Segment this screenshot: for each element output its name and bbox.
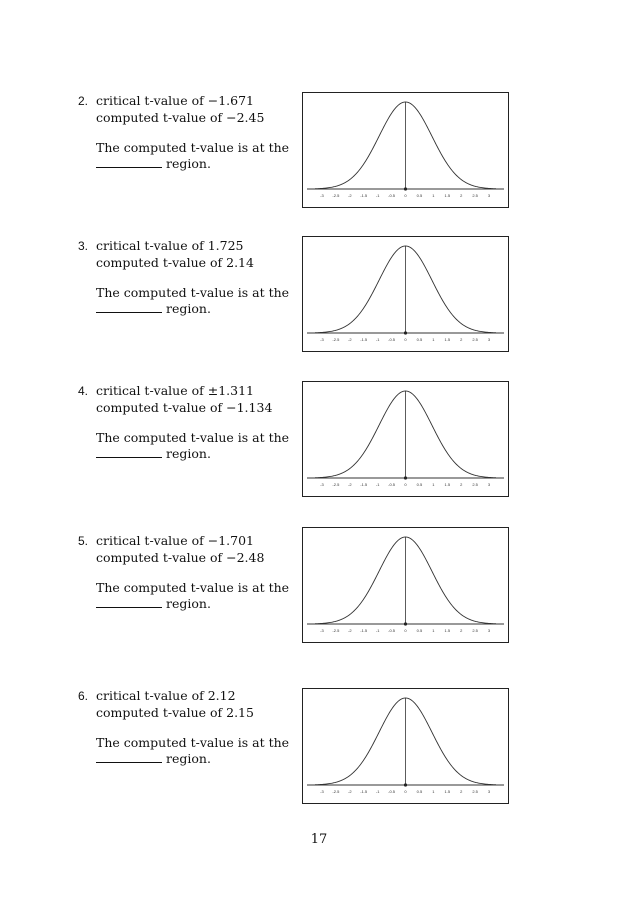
tick-label: 2.5 xyxy=(472,628,478,633)
problem-number: 5. xyxy=(78,534,89,548)
tick-label: 1 xyxy=(432,789,435,794)
tick-label: 1 xyxy=(432,482,435,487)
mean-point xyxy=(404,331,407,334)
t-distribution-graph xyxy=(302,527,509,643)
problem-critical-line xyxy=(78,93,308,110)
t-distribution-graph xyxy=(302,688,509,804)
tick-label: -1 xyxy=(375,193,380,198)
region-text: region. xyxy=(166,750,211,766)
critical-value-text: critical t-value of −1.671 xyxy=(96,93,254,108)
t-distribution-graph xyxy=(302,92,509,208)
tick-label: -1 xyxy=(375,482,380,487)
answer-line xyxy=(78,301,308,317)
tick-label: -1 xyxy=(375,789,380,794)
tick-label: -3 xyxy=(320,193,324,198)
critical-value-text: critical t-value of −1.701 xyxy=(96,533,254,548)
tick-label: -1 xyxy=(375,337,380,342)
tick-label: 2.5 xyxy=(472,337,478,342)
answer-blank[interactable] xyxy=(96,302,162,313)
problem-number: 2. xyxy=(78,94,89,108)
mean-point xyxy=(404,622,407,625)
problem-number: 3. xyxy=(78,239,89,253)
problem-critical-line xyxy=(78,383,308,400)
answer-blank[interactable] xyxy=(96,447,162,458)
mean-point xyxy=(404,187,407,190)
computed-value-text: computed t-value of −2.45 xyxy=(96,109,265,125)
tick-label: -2.5 xyxy=(332,482,340,487)
tick-label: 1 xyxy=(432,628,435,633)
tick-label: -2.5 xyxy=(332,789,340,794)
tick-label: -2 xyxy=(348,789,352,794)
tick-label: 0.5 xyxy=(416,628,423,633)
problem-number: 4. xyxy=(78,384,89,398)
tick-label: 1.5 xyxy=(444,337,451,342)
tick-label: -2.5 xyxy=(332,337,340,342)
tick-label: -2 xyxy=(348,337,352,342)
tick-label: 0 xyxy=(404,193,407,198)
tick-label: 0 xyxy=(404,337,407,342)
tick-label: 2.5 xyxy=(472,482,478,487)
tick-label: 3 xyxy=(487,337,491,342)
tick-label: -1 xyxy=(375,628,380,633)
statement-text: The computed t-value is at the xyxy=(96,140,290,155)
tick-label: -1.5 xyxy=(360,628,368,633)
page-number: 17 xyxy=(310,832,328,847)
t-distribution-graph xyxy=(302,381,509,497)
tick-label: 3 xyxy=(487,482,491,487)
tick-label: -3 xyxy=(320,628,324,633)
tick-label: 3 xyxy=(487,193,491,198)
statement-text: The computed t-value is at the xyxy=(96,285,290,300)
critical-value-text: critical t-value of ±1.311 xyxy=(96,383,254,398)
bell-curve-chart xyxy=(303,689,508,803)
tick-label: 2 xyxy=(460,789,463,794)
critical-value-text: critical t-value of 2.12 xyxy=(96,688,236,703)
problem-critical-line xyxy=(78,533,308,550)
tick-label: -0.5 xyxy=(388,337,396,342)
tick-label: 0.5 xyxy=(416,482,423,487)
tick-label: 1.5 xyxy=(444,193,451,198)
tick-label: -1.5 xyxy=(360,337,368,342)
tick-label: -0.5 xyxy=(388,628,396,633)
tick-label: 1 xyxy=(432,337,435,342)
tick-label: -1.5 xyxy=(360,482,368,487)
region-text: region. xyxy=(166,155,211,171)
tick-label: -0.5 xyxy=(388,193,396,198)
tick-label: -1.5 xyxy=(360,193,368,198)
tick-label: -3 xyxy=(320,789,324,794)
answer-line xyxy=(78,156,308,172)
tick-label: 2.5 xyxy=(472,789,478,794)
tick-label: 1 xyxy=(432,193,435,198)
tick-label: 0.5 xyxy=(416,789,423,794)
problem-number: 6. xyxy=(78,689,89,703)
problem-4 xyxy=(78,383,308,461)
tick-label: -2 xyxy=(348,628,352,633)
problem-5 xyxy=(78,533,308,611)
tick-label: 2 xyxy=(460,482,463,487)
bell-curve-chart xyxy=(303,528,508,642)
bell-curve-chart xyxy=(303,93,508,207)
statement-text: The computed t-value is at the xyxy=(96,580,290,595)
problem-3 xyxy=(78,238,308,316)
statement-text: The computed t-value is at the xyxy=(96,735,290,750)
answer-line xyxy=(78,596,308,612)
tick-label: 0 xyxy=(404,628,407,633)
tick-label: -3 xyxy=(320,337,324,342)
computed-value-text: computed t-value of −1.134 xyxy=(96,399,273,415)
bell-curve-chart xyxy=(303,382,508,496)
tick-label: 1.5 xyxy=(444,789,451,794)
tick-label: -1.5 xyxy=(360,789,368,794)
tick-label: -0.5 xyxy=(388,482,396,487)
answer-blank[interactable] xyxy=(96,597,162,608)
t-distribution-graph xyxy=(302,236,509,352)
tick-label: 3 xyxy=(487,628,491,633)
region-text: region. xyxy=(166,300,211,316)
answer-line xyxy=(78,446,308,462)
tick-label: 1.5 xyxy=(444,628,451,633)
answer-line xyxy=(78,751,308,767)
tick-label: -3 xyxy=(320,482,324,487)
tick-label: 2 xyxy=(460,628,463,633)
tick-label: 2 xyxy=(460,193,463,198)
tick-label: -2.5 xyxy=(332,628,340,633)
tick-label: 0.5 xyxy=(416,337,423,342)
tick-label: -0.5 xyxy=(388,789,396,794)
problem-2 xyxy=(78,93,308,171)
problem-critical-line xyxy=(78,238,308,255)
tick-label: 0 xyxy=(404,789,407,794)
bell-curve-chart xyxy=(303,237,508,351)
answer-blank[interactable] xyxy=(96,157,162,168)
tick-label: -2 xyxy=(348,193,352,198)
problem-critical-line xyxy=(78,688,308,705)
tick-label: 3 xyxy=(487,789,491,794)
statement-text: The computed t-value is at the xyxy=(96,430,290,445)
tick-label: 2 xyxy=(460,337,463,342)
mean-point xyxy=(404,783,407,786)
mean-point xyxy=(404,476,407,479)
tick-label: 1.5 xyxy=(444,482,451,487)
tick-label: -2.5 xyxy=(332,193,340,198)
tick-label: 0.5 xyxy=(416,193,423,198)
critical-value-text: critical t-value of 1.725 xyxy=(96,238,244,253)
problem-6 xyxy=(78,688,308,766)
region-text: region. xyxy=(166,595,211,611)
answer-blank[interactable] xyxy=(96,752,162,763)
tick-label: 0 xyxy=(404,482,407,487)
computed-value-text: computed t-value of 2.14 xyxy=(96,254,254,270)
computed-value-text: computed t-value of 2.15 xyxy=(96,704,254,720)
tick-label: -2 xyxy=(348,482,352,487)
computed-value-text: computed t-value of −2.48 xyxy=(96,549,265,565)
region-text: region. xyxy=(166,445,211,461)
tick-label: 2.5 xyxy=(472,193,478,198)
